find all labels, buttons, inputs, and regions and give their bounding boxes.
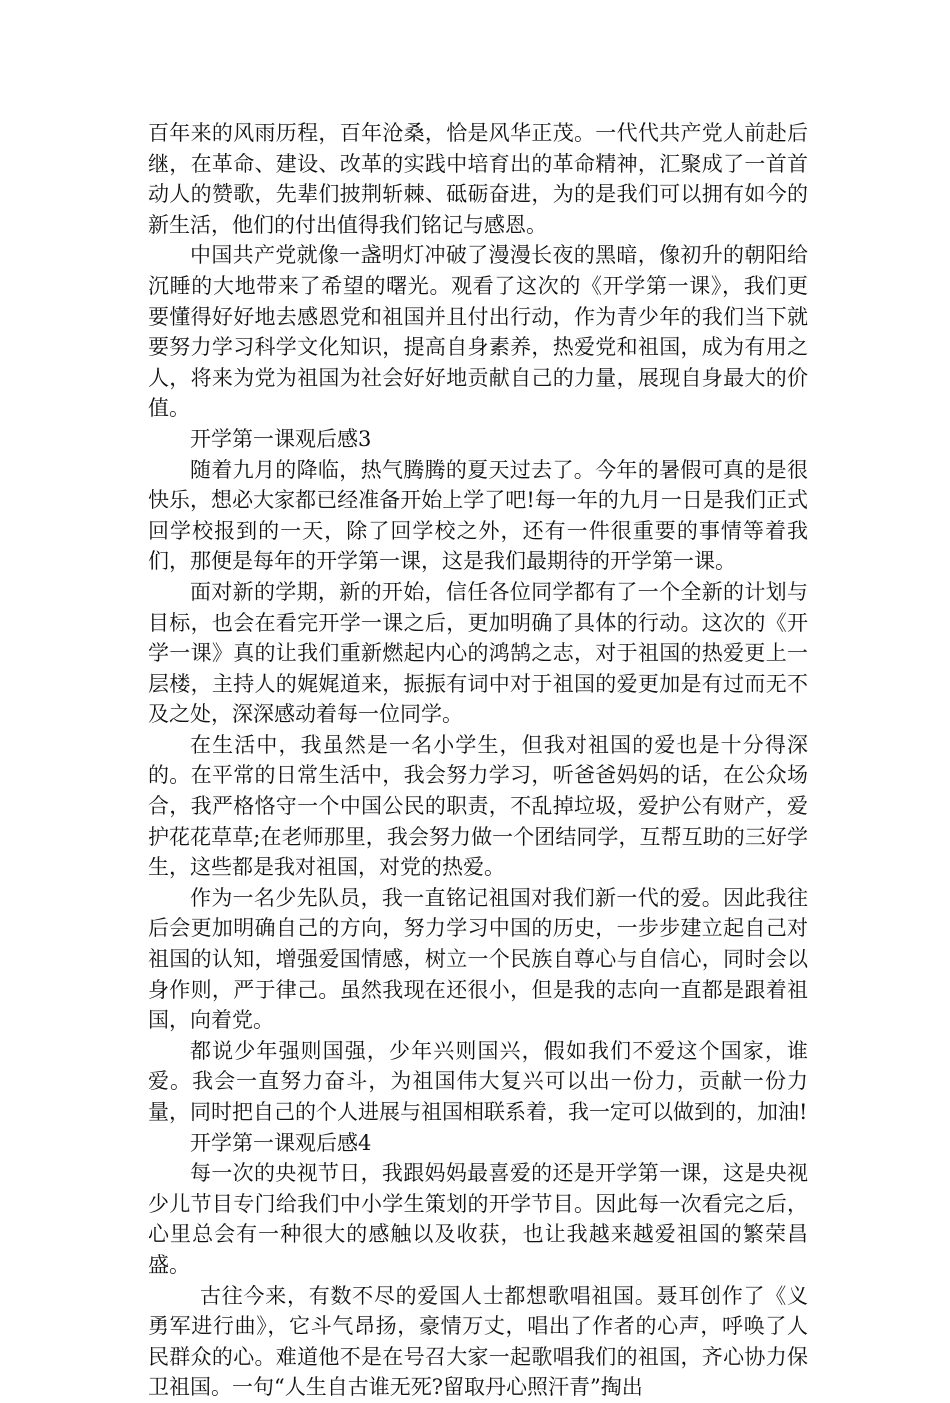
paragraph: 在生活中，我虽然是一名小学生，但我对祖国的爱也是十分得深的。在平常的日常生活中，我会努力学习，听爸爸妈妈的话，在公众场合，我严格恪守一个中国公民的职责，不乱掉垃圾，爱护公有财产，爱护花花草草;在老师那里，我会努力做一个团结同学，互帮互助的三好学生，这些都是我对祖国，对党的热爱。 [148,732,808,880]
paragraph: 都说少年强则国强，少年兴则国兴，假如我们不爱这个国家，谁爱。我会一直努力奋斗，为祖国伟大复兴可以出一份力，贡献一份力量，同时把自己的个人进展与祖国相联系着，我一定可以做到的，加油! [148,1038,808,1124]
paragraph: 面对新的学期，新的开始，信任各位同学都有了一个全新的计划与目标，也会在看完开学一课之后，更加明确了具体的行动。这次的《开学一课》真的让我们重新燃起内心的鸿鹄之志，对于祖国的热爱更上一层楼，主持人的娓娓道来，振振有词中对于祖国的爱更加是有过而无不及之处，深深感动着每一位同学。 [148,579,808,727]
paragraph: 百年来的风雨历程，百年沧桑，恰是风华正茂。一代代共产党人前赴后继，在革命、建设、改革的实践中培育出的革命精神，汇聚成了一首首动人的赞歌，先辈们披荆斩棘、砥砺奋进，为的是我们可以拥有如今的新生活，他们的付出值得我们铭记与感恩。 [148,121,808,237]
paragraph: 作为一名少先队员，我一直铭记祖国对我们新一代的爱。因此我往后会更加明确自己的方向，努力学习中国的历史，一步步建立起自己对祖国的认知，增强爱国情感，树立一个民族自尊心与自信心，同时会以身作则，严于律己。虽然我现在还很小，但是我的志向一直都是跟着祖国，向着党。 [148,885,808,1033]
paragraph: 每一次的央视节日，我跟妈妈最喜爱的还是开学第一课，这是央视少儿节目专门给我们中小学生策划的开学节目。因此每一次看完之后，心里总会有一种很大的感触以及收获，也让我越来越爱祖国的繁荣昌盛。 [148,1161,808,1277]
paragraph: 中国共产党就像一盏明灯冲破了漫漫长夜的黑暗，像初升的朝阳给沉睡的大地带来了希望的曙光。观看了这次的《开学第一课》，我们更要懂得好好地去感恩党和祖国并且付出行动，作为青少年的我们当下就要努力学习科学文化知识，提高自身素养，热爱党和祖国，成为有用之人，将来为党为祖国为社会好好地贡献自己的力量，展现自身最大的价值。 [148,243,808,421]
paragraph: 随着九月的降临，热气腾腾的夏天过去了。今年的暑假可真的是很快乐，想必大家都已经准备开始上学了吧!每一年的九月一日是我们正式回学校报到的一天，除了回学校之外，还有一件很重要的事情等着我们，那便是每年的开学第一课，这是我们最期待的开学第一课。 [148,457,808,574]
section-heading: 开学第一课观后感3 [190,426,372,451]
document-page [148,118,808,1403]
section-heading: 开学第一课观后感4 [190,1130,372,1155]
paragraph: 古往今来，有数不尽的爱国人士都想歌唱祖国。聂耳创作了《义勇军进行曲》，它斗气昂扬，豪情万丈，唱出了作者的心声，呼唤了人民群众的心。难道他不是在号召大家一起歌唱我们的祖国，齐心协力保卫祖国。一句“人生自古谁无死?留取丹心照汗青”掏出 [148,1283,808,1400]
